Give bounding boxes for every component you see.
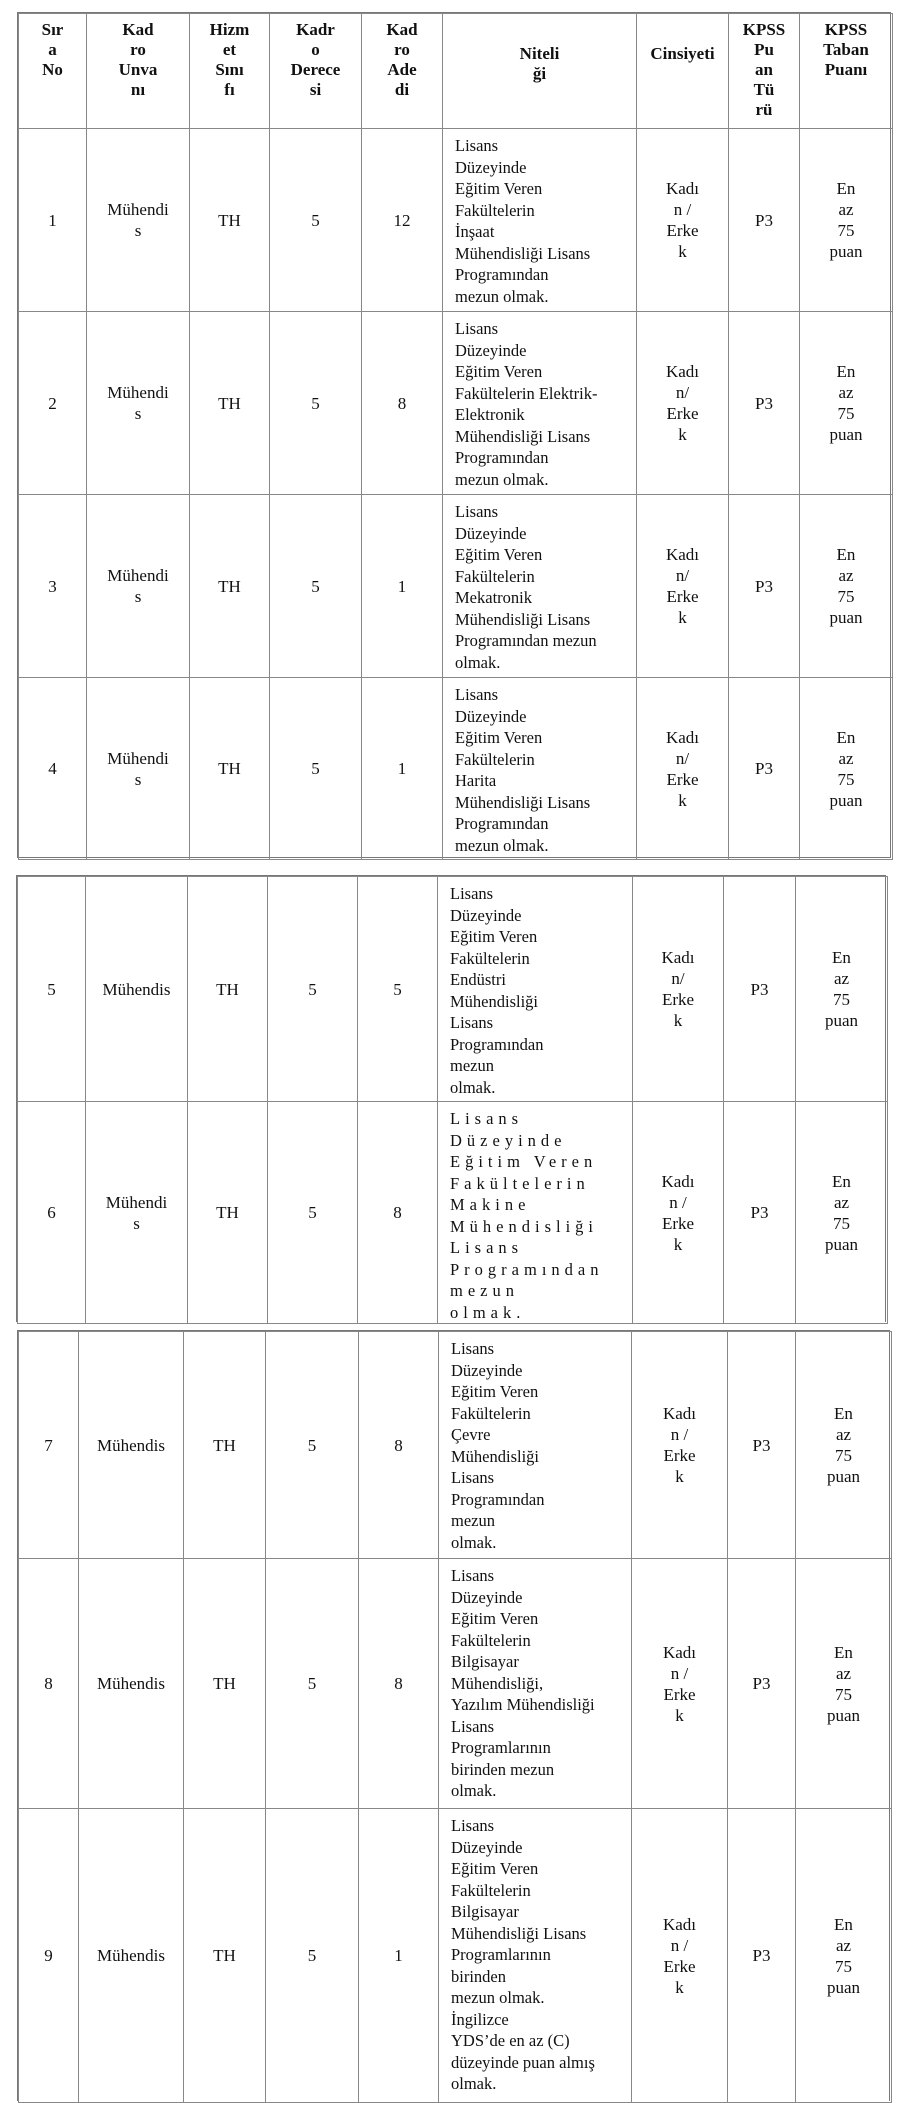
cell-sinif: TH bbox=[190, 678, 270, 860]
header-kadro-derecesi: Kadr o Derece si bbox=[270, 14, 362, 129]
cell-derece: 5 bbox=[266, 1332, 359, 1559]
cell-cinsiyet: Kadı n / Erke k bbox=[637, 129, 729, 312]
cell-nitelik: Lisans Düzeyinde Eğitim Veren Fakültelerin Endüstri Mühendisliği Lisans Programından mezun olmak. bbox=[438, 877, 633, 1102]
cell-taban: En az 75 puan bbox=[796, 1559, 892, 1809]
cell-cinsiyet: Kadı n/ Erke k bbox=[633, 877, 724, 1102]
cell-unvan: Mühendis bbox=[86, 877, 188, 1102]
cell-sinif: TH bbox=[184, 1809, 266, 2103]
table-segment-1 bbox=[17, 12, 891, 858]
cell-puan-turu: P3 bbox=[728, 1559, 796, 1809]
cell-no: 5 bbox=[18, 877, 86, 1102]
table-row bbox=[19, 129, 893, 312]
header-hizmet-sinifi: Hizm et Sını fı bbox=[190, 14, 270, 129]
cell-taban: En az 75 puan bbox=[800, 129, 893, 312]
cell-puan-turu: P3 bbox=[724, 1102, 796, 1324]
cell-adet: 8 bbox=[358, 1102, 438, 1324]
positions-table-part-1 bbox=[18, 13, 893, 860]
header-kpss-taban-puani: KPSS Taban Puanı bbox=[800, 14, 893, 129]
cell-derece: 5 bbox=[270, 678, 362, 860]
cell-nitelik: Lisans Düzeyinde Eğitim Veren Fakültelerin Bilgisayar Mühendisliği, Yazılım Mühendisliği Lisans Programlarının birinden mezun olmak. bbox=[439, 1559, 632, 1809]
cell-no: 2 bbox=[19, 312, 87, 495]
header-kpss-puan-turu: KPSS Pu an Tü rü bbox=[729, 14, 800, 129]
cell-taban: En az 75 puan bbox=[796, 1332, 892, 1559]
cell-unvan: Mühendi s bbox=[87, 129, 190, 312]
cell-puan-turu: P3 bbox=[724, 877, 796, 1102]
cell-adet: 8 bbox=[359, 1332, 439, 1559]
cell-adet: 1 bbox=[359, 1809, 439, 2103]
table-row bbox=[19, 1559, 892, 1809]
cell-no: 7 bbox=[19, 1332, 79, 1559]
table-row bbox=[19, 312, 893, 495]
cell-taban: En az 75 puan bbox=[800, 678, 893, 860]
table-row bbox=[19, 1809, 892, 2103]
cell-sinif: TH bbox=[184, 1559, 266, 1809]
cell-derece: 5 bbox=[266, 1809, 359, 2103]
cell-no: 1 bbox=[19, 129, 87, 312]
cell-sinif: TH bbox=[190, 129, 270, 312]
cell-sinif: TH bbox=[184, 1332, 266, 1559]
cell-sinif: TH bbox=[188, 1102, 268, 1324]
cell-nitelik: Lisans Düzeyinde Eğitim Veren Fakültelerin Bilgisayar Mühendisliği Lisans Programlarının birinden mezun olmak. İngilizce YDS’de en az (C) düzeyinde puan almış olmak. bbox=[439, 1809, 632, 2103]
table-row bbox=[18, 1102, 888, 1324]
cell-puan-turu: P3 bbox=[729, 129, 800, 312]
cell-nitelik: Lisans Düzeyinde Eğitim Veren Fakültelerin Harita Mühendisliği Lisans Programından mezun olmak. bbox=[443, 678, 637, 860]
cell-taban: En az 75 puan bbox=[800, 312, 893, 495]
positions-table-part-2 bbox=[17, 876, 888, 1324]
table-row bbox=[19, 678, 893, 860]
cell-nitelik: Lisans Düzeyinde Eğitim Veren Fakültelerin Çevre Mühendisliği Lisans Programından mezun olmak. bbox=[439, 1332, 632, 1559]
cell-sinif: TH bbox=[190, 312, 270, 495]
header-sira-no: Sır a No bbox=[19, 14, 87, 129]
cell-cinsiyet: Kadı n / Erke k bbox=[633, 1102, 724, 1324]
cell-nitelik: Lisans Düzeyinde Eğitim Veren Fakültelerin Elektrik- Elektronik Mühendisliği Lisans Programından mezun olmak. bbox=[443, 312, 637, 495]
cell-unvan: Mühendis bbox=[79, 1559, 184, 1809]
cell-cinsiyet: Kadı n/ Erke k bbox=[637, 312, 729, 495]
table-segment-2 bbox=[16, 875, 886, 1322]
header-kadro-adedi: Kad ro Ade di bbox=[362, 14, 443, 129]
cell-unvan: Mühendis bbox=[79, 1332, 184, 1559]
cell-derece: 5 bbox=[270, 312, 362, 495]
cell-derece: 5 bbox=[270, 495, 362, 678]
cell-unvan: Mühendi s bbox=[87, 678, 190, 860]
cell-no: 3 bbox=[19, 495, 87, 678]
cell-puan-turu: P3 bbox=[729, 495, 800, 678]
cell-cinsiyet: Kadı n/ Erke k bbox=[637, 495, 729, 678]
header-cinsiyet: Cinsiyeti bbox=[637, 14, 729, 129]
table-row bbox=[19, 1332, 892, 1559]
cell-sinif: TH bbox=[188, 877, 268, 1102]
cell-unvan: Mühendi s bbox=[87, 312, 190, 495]
cell-taban: En az 75 puan bbox=[796, 1809, 892, 2103]
cell-cinsiyet: Kadı n/ Erke k bbox=[637, 678, 729, 860]
cell-derece: 5 bbox=[266, 1559, 359, 1809]
cell-nitelik: Lisans Düzeyinde Eğitim Veren Fakültelerin Makine Mühendisliği Lisans Programından mezun olmak. bbox=[438, 1102, 633, 1324]
cell-taban: En az 75 puan bbox=[796, 877, 888, 1102]
cell-nitelik: Lisans Düzeyinde Eğitim Veren Fakültelerin Mekatronik Mühendisliği Lisans Programından mezun olmak. bbox=[443, 495, 637, 678]
positions-table-part-3 bbox=[18, 1331, 892, 2103]
cell-puan-turu: P3 bbox=[729, 678, 800, 860]
cell-derece: 5 bbox=[268, 877, 358, 1102]
header-kadro-unvani: Kad ro Unva nı bbox=[87, 14, 190, 129]
table-row bbox=[18, 877, 888, 1102]
cell-taban: En az 75 puan bbox=[800, 495, 893, 678]
table-segment-3 bbox=[17, 1330, 890, 2101]
cell-no: 8 bbox=[19, 1559, 79, 1809]
cell-adet: 1 bbox=[362, 495, 443, 678]
cell-adet: 1 bbox=[362, 678, 443, 860]
cell-unvan: Mühendi s bbox=[86, 1102, 188, 1324]
cell-adet: 8 bbox=[359, 1559, 439, 1809]
cell-adet: 12 bbox=[362, 129, 443, 312]
cell-sinif: TH bbox=[190, 495, 270, 678]
cell-puan-turu: P3 bbox=[728, 1809, 796, 2103]
cell-adet: 5 bbox=[358, 877, 438, 1102]
header-nitelik: Niteli ği bbox=[443, 14, 637, 129]
cell-no: 9 bbox=[19, 1809, 79, 2103]
cell-cinsiyet: Kadı n / Erke k bbox=[632, 1559, 728, 1809]
cell-adet: 8 bbox=[362, 312, 443, 495]
cell-cinsiyet: Kadı n / Erke k bbox=[632, 1809, 728, 2103]
cell-nitelik: Lisans Düzeyinde Eğitim Veren Fakültelerin İnşaat Mühendisliği Lisans Programından mezun olmak. bbox=[443, 129, 637, 312]
cell-puan-turu: P3 bbox=[728, 1332, 796, 1559]
cell-derece: 5 bbox=[270, 129, 362, 312]
header-row bbox=[19, 14, 893, 129]
cell-no: 6 bbox=[18, 1102, 86, 1324]
cell-cinsiyet: Kadı n / Erke k bbox=[632, 1332, 728, 1559]
cell-unvan: Mühendi s bbox=[87, 495, 190, 678]
cell-unvan: Mühendis bbox=[79, 1809, 184, 2103]
cell-puan-turu: P3 bbox=[729, 312, 800, 495]
table-row bbox=[19, 495, 893, 678]
cell-taban: En az 75 puan bbox=[796, 1102, 888, 1324]
cell-no: 4 bbox=[19, 678, 87, 860]
cell-derece: 5 bbox=[268, 1102, 358, 1324]
